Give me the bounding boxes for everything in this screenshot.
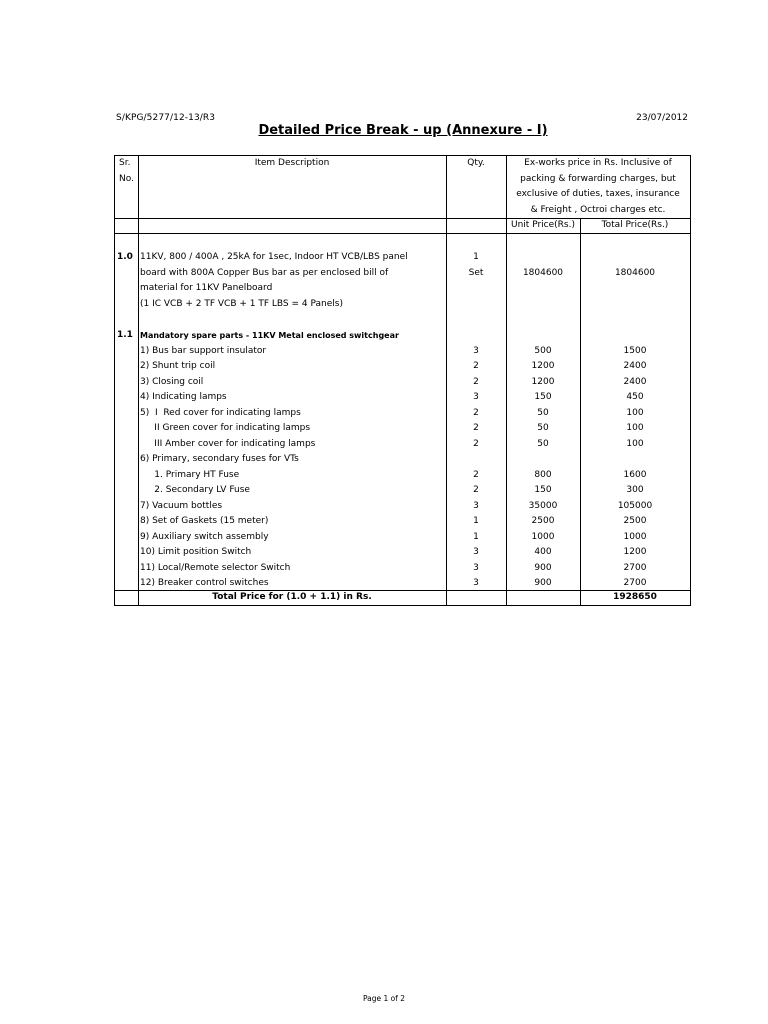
spare-item-description: 2. Secondary LV Fuse (140, 485, 250, 495)
item-sr-1-0: 1.0 (117, 252, 133, 262)
spare-item-qty: 3 (473, 578, 479, 588)
total-label: Total Price for (1.0 + 1.1) in Rs. (212, 592, 372, 602)
table-border-right (690, 155, 691, 605)
header-price-line-2: packing & forwarding charges, but (520, 174, 676, 184)
spare-item-total-price: 1000 (623, 531, 647, 542)
spare-item-qty: 3 (473, 392, 479, 402)
main-item-line-1: 11KV, 800 / 400A , 25kA for 1sec, Indoor HT VCB/LBS panel (140, 252, 408, 262)
main-item-total-price: 1804600 (614, 268, 656, 278)
spare-item-qty: 2 (473, 361, 479, 371)
spare-item-description: 10) Limit position Switch (140, 547, 252, 557)
spare-item-unit-price: 1000 (531, 531, 555, 542)
main-item-qty-unit: Set (468, 268, 484, 278)
header-price-line-3: exclusive of duties, taxes, insurance (516, 189, 680, 199)
spare-item-description: 1) Bus bar support insulator (140, 345, 267, 356)
item-sr-1-1: 1.1 (117, 330, 133, 340)
spare-item-unit-price: 50 (537, 423, 549, 433)
spare-item-qty: 2 (473, 376, 479, 387)
spare-item-total-price: 100 (626, 438, 644, 449)
spare-item-description: 4) Indicating lamps (140, 392, 227, 402)
spare-item-qty: 2 (473, 438, 479, 449)
spare-item-total-price: 2700 (623, 578, 647, 588)
spare-item-description: 9) Auxiliary switch assembly (140, 531, 269, 542)
spare-item-qty: 2 (473, 407, 479, 418)
column-divider-sr (138, 155, 139, 605)
spare-item-unit-price: 800 (534, 469, 552, 480)
spare-item-total-price: 2500 (623, 516, 647, 526)
header-total-price: Total Price(Rs.) (601, 220, 669, 230)
spare-item-unit-price: 1200 (531, 361, 555, 371)
spare-item-qty: 1 (473, 516, 479, 526)
spare-item-total-price: 100 (626, 407, 644, 418)
spare-item-unit-price: 400 (534, 547, 552, 557)
spare-item-qty: 2 (473, 423, 479, 433)
main-item-line-3: material for 11KV Panelboard (140, 283, 273, 293)
spare-item-qty: 3 (473, 500, 479, 511)
header-no: No. (119, 174, 134, 184)
header-price-line-1: Ex-works price in Rs. Inclusive of (524, 158, 672, 168)
spare-item-unit-price: 150 (534, 485, 552, 495)
main-item-line-4: (1 IC VCB + 2 TF VCB + 1 TF LBS = 4 Panels) (140, 299, 343, 309)
spare-item-unit-price: 35000 (528, 500, 558, 511)
spare-item-description: 12) Breaker control switches (140, 578, 269, 588)
spare-item-total-price: 1500 (623, 345, 647, 356)
header-unit-price: Unit Price(Rs.) (511, 220, 575, 230)
main-item-unit-price: 1804600 (522, 268, 564, 278)
spare-item-description: 8) Set of Gaskets (15 meter) (140, 516, 269, 526)
header-qty: Qty. (467, 158, 485, 168)
spare-item-total-price: 1600 (623, 469, 647, 480)
spare-item-description: 3) Closing coil (140, 376, 204, 387)
header-sr: Sr. (119, 158, 131, 168)
spare-item-description: III Amber cover for indicating lamps (140, 438, 316, 449)
spare-item-total-price: 2400 (623, 376, 647, 387)
spare-item-description: 5) I Red cover for indicating lamps (140, 407, 301, 418)
page-title: Detailed Price Break - up (Annexure - I) (258, 123, 548, 138)
document-reference: S/KPG/5277/12-13/R3 (116, 113, 216, 123)
page-number: Page 1 of 2 (362, 994, 406, 1003)
spare-item-description: 2) Shunt trip coil (140, 361, 216, 371)
spare-item-unit-price: 2500 (531, 516, 555, 526)
spare-item-description: 6) Primary, secondary fuses for VTs (140, 454, 299, 464)
spare-item-unit-price: 1200 (531, 376, 555, 387)
spare-item-description: 7) Vacuum bottles (140, 500, 223, 511)
spare-item-total-price: 450 (626, 392, 644, 402)
spare-item-description: 1. Primary HT Fuse (140, 469, 240, 480)
spare-item-total-price: 1200 (623, 547, 647, 557)
price-table (114, 155, 691, 605)
spares-heading: Mandatory spare parts - 11KV Metal enclosed switchgear (140, 331, 399, 340)
spare-item-description: II Green cover for indicating lamps (140, 423, 311, 433)
spare-item-qty: 3 (473, 547, 479, 557)
header-item-description: Item Description (254, 158, 330, 168)
spare-item-qty: 3 (473, 345, 479, 356)
spare-item-unit-price: 50 (537, 438, 549, 449)
spare-item-description: 11) Local/Remote selector Switch (140, 562, 291, 573)
spare-item-unit-price: 900 (534, 562, 552, 573)
spare-item-qty: 2 (473, 469, 479, 480)
header-price-line-4: & Freight , Octroi charges etc. (530, 205, 666, 215)
spare-item-unit-price: 900 (534, 578, 552, 588)
spare-item-total-price: 105000 (617, 500, 653, 511)
grand-total-value: 1928650 (613, 592, 657, 602)
spare-item-total-price: 2400 (623, 361, 647, 371)
main-item-qty: 1 (473, 252, 479, 262)
spare-item-total-price: 100 (626, 423, 644, 433)
spare-item-total-price: 2700 (623, 562, 647, 573)
spare-item-qty: 3 (473, 562, 479, 573)
spare-item-qty: 2 (473, 485, 479, 495)
spare-item-unit-price: 500 (534, 345, 552, 356)
table-border-left (114, 155, 115, 605)
spare-item-unit-price: 50 (537, 407, 549, 418)
main-item-line-2: board with 800A Copper Bus bar as per enclosed bill of (140, 268, 389, 278)
spare-item-total-price: 300 (626, 485, 644, 495)
document-date: 23/07/2012 (636, 113, 688, 123)
spare-item-qty: 1 (473, 531, 479, 542)
spare-item-unit-price: 150 (534, 392, 552, 402)
